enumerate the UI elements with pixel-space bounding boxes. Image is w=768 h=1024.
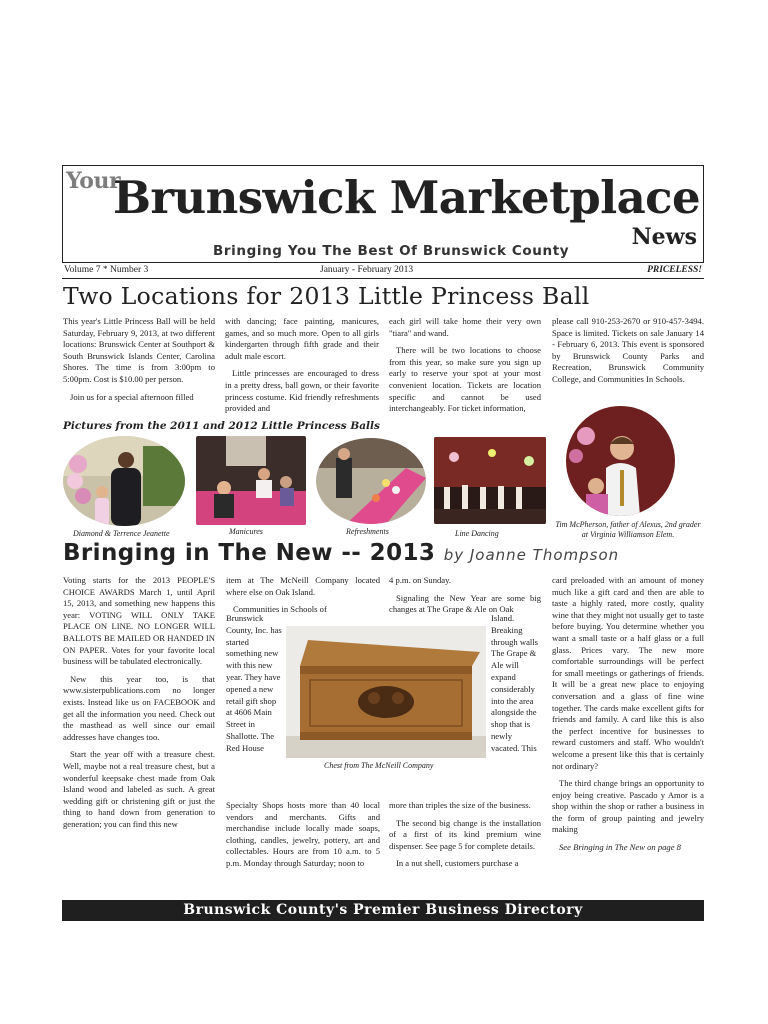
article1-headline: Two Locations for 2013 Little Princess Ball [63, 282, 590, 310]
paragraph: New this year too, is that www.sisterpublications.com no longer exists. Instead like us on FACEBOOK and get all the information you need. Check out the masthead as well since our email addresses have changes too. [63, 673, 215, 742]
photo-tim-mcpherson [566, 406, 675, 516]
masthead-tagline: Bringing You The Best Of Brunswick County [213, 243, 570, 259]
paragraph: Specialty Shops hosts more than 40 local vendors and merchants. Gifts and merchandise include locally made soaps, clothing, candles, jewelry, pottery, art and collectables. Hours are from 10 a.m. to 5 p.m. Monday through Saturday; noon to [226, 800, 380, 868]
article2-headline [63, 540, 619, 566]
photo-refreshments [316, 438, 426, 524]
paragraph: please call 910-253-2670 or 910-457-3494. Space is limited. Tickets on sale January 14 - February 6, 2013. This event is sponsored by Brunswick County Parks and Recreation, Brunswick Community College, and Communities In Schools. [552, 316, 704, 384]
article2-column-3-top [389, 575, 541, 616]
chest-caption: Chest from The McNeill Company [324, 761, 434, 770]
issue-price: PRICELESS! [647, 265, 702, 275]
paragraph: Island. Breaking through walls The Grape & Ale will expand considerably into the area alongside the shop that is newly vacated. This [491, 613, 539, 753]
paragraph: with dancing; face painting, manicures, games, and so much more. Open to all girls kindergarten through fifth grade and their adult male escort. [225, 316, 379, 361]
article2-column-4 [552, 575, 704, 860]
article2-column-2-bottom [226, 800, 380, 876]
paragraph: Communities in Schools of [233, 604, 327, 615]
paragraph: Voting starts for the 2013 PEOPLE'S CHOICE AWARDS March 1, until April 15, 2013, and something new happens this year: VOTING WILL ONLY TAKE PLACE ON LINE. NO LONGER WILL BALLOTS BE MAILED OR HANDED IN ON PAPER. Votes for your favorite local business will be tabulated electronically. [63, 575, 215, 667]
masthead-news: News [631, 224, 697, 250]
paragraph: Start the year off with a treasure chest. Well, maybe not a real treasure chest, but a wonderful keepsake chest made from Oak Island wood and labeled as such. A great wedding gift or christening gift or just the thing to hand down from generation to generation; you can find this new [63, 749, 215, 829]
paragraph: There will be two locations to choose from this year, so make sure you sign up early to reserve your spot at your most convenient location. Tickets are location specific and cannot be used interchangeably. For ticket information, [389, 345, 541, 414]
paragraph: The third change brings an opportunity to enjoy being creative. Pascado y Amor is a shop within the shop or rather a business in the form of group painting and jewelry making [552, 778, 704, 835]
paragraph: Join us for a special afternoon filled [70, 391, 194, 402]
article2-byline: by Joanne Thompson [443, 546, 620, 564]
article2-column-3-bottom [389, 800, 541, 876]
article1-column-3 [389, 316, 541, 421]
photo-diamond-terrence [63, 436, 185, 526]
article1-column-4 [552, 316, 704, 392]
article2-headline-text: Bringing in The New -- 2013 [63, 540, 436, 566]
masthead-title: Brunswick Marketplace [113, 171, 701, 224]
issue-volume: Volume 7 * Number 3 [64, 265, 149, 275]
paragraph: more than triples the size of the business. [389, 800, 531, 810]
photo-line-dancing [434, 437, 546, 524]
paragraph: item at The McNeill Company located where else on Oak Island. [226, 575, 380, 597]
paragraph: In a nut shell, customers purchase a [396, 858, 519, 869]
article2-column-1 [63, 575, 215, 836]
article2-column-2-top [226, 575, 380, 616]
pictures-title: Pictures from the 2011 and 2012 Little Princess Balls [63, 420, 380, 432]
paragraph: This year's Little Princess Ball will be held Saturday, February 9, 2013, at two different locations: Brunswick Center at Southport & South Brunswick Islands Center, Carolina Shores. The time is from 3:00pm to 5:00pm. Cost is $10.00 per person. [63, 316, 215, 384]
footer-directory-bar: Brunswick County's Premier Business Directory [62, 900, 704, 921]
paragraph: each girl will take home their very own "tiara" and wand. [389, 316, 541, 338]
caption-photo-4: Line Dancing [455, 529, 499, 538]
paragraph: Signaling the New Year are some big changes at The Grape & Ale on Oak [389, 592, 541, 615]
caption-photo-1: Diamond & Terrence Jeanette [73, 529, 170, 538]
photo-treasure-chest [286, 626, 486, 758]
masthead-your: Your [66, 168, 121, 194]
see-more-link: See Bringing in The New on page 8 [559, 842, 681, 853]
paragraph: Little princesses are encouraged to dress in a pretty dress, ball gown, or their favorite princess costume. Kid friendly refreshments provided and [225, 368, 379, 414]
issue-info-line [62, 264, 704, 279]
caption-photo-2: Manicures [229, 527, 263, 536]
masthead [62, 165, 704, 263]
paragraph: 4 p.m. on Sunday. [389, 575, 451, 585]
paragraph: card preloaded with an amount of money much like a gift card and then are able to taste a highly rated, more costly, quality wine that they might not usually get to taste before buying. You determine whether you want a small taste or a half glass or a full glass. Prices vary. The new more comfortable surroundings will be perfect for small meetings or gatherings of friends. It will be a great new place to enjoying conversation and a glass of fine wine together. The cards make excellent gifts for friends and family. A card like this is also the perfect incentive for businesses to reward customers and staff. Who wouldn't welcome a present like this that is certainly not ordinary? [552, 575, 704, 771]
caption-photo-5: Tim McPherson, father of Alexus, 2nd grader at Virginia Williamson Elem. [555, 520, 701, 539]
caption-photo-3: Refreshments [346, 527, 389, 536]
paragraph: The second big change is the installation of a first of its kind premium wine dispenser. See page 5 for complete details. [389, 817, 541, 851]
article2-column-3-wrap [491, 613, 541, 761]
article1-column-1 [63, 316, 215, 409]
paragraph: Brunswick County, Inc. has started something new with this new year. They have opened a new retail gift shop at 4606 Main Street in Shallotte. The Red House [226, 613, 282, 753]
photo-manicures [196, 436, 306, 525]
issue-date: January - February 2013 [320, 265, 414, 275]
article1-column-2 [225, 316, 379, 421]
article2-column-2-wrap [226, 613, 282, 761]
